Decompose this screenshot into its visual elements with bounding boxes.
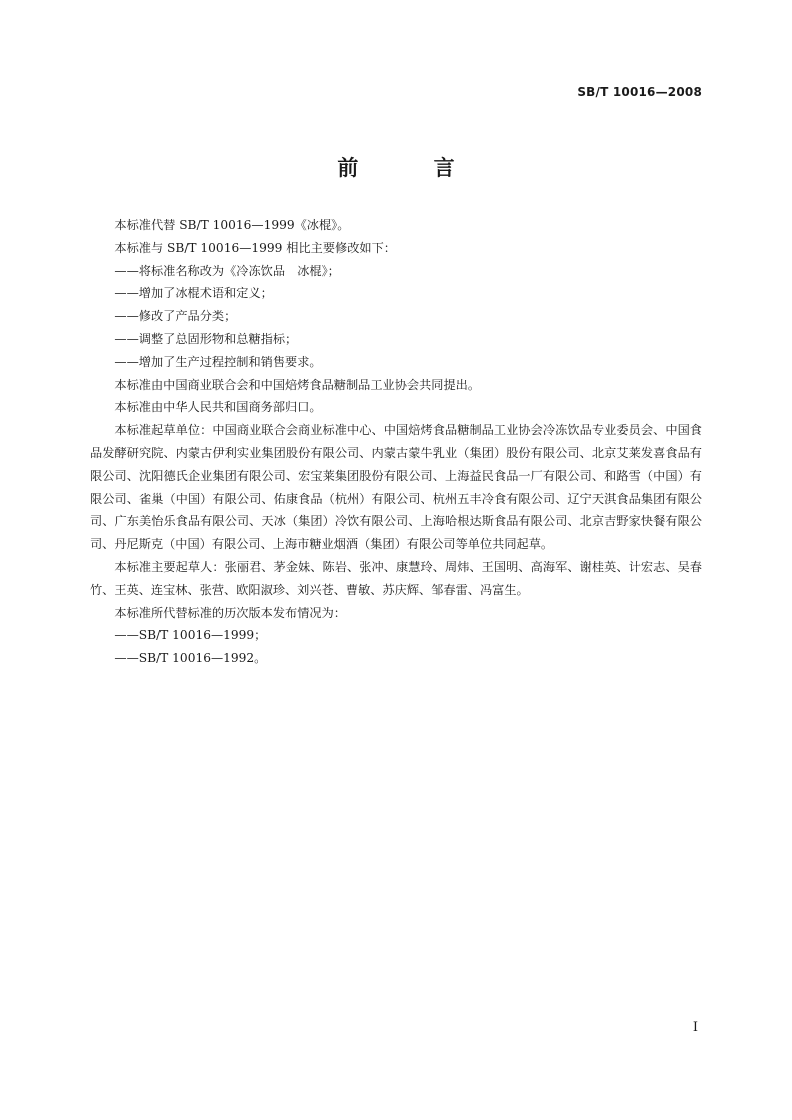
change-item-rename: ——将标准名称改为《冷冻饮品 冰棍》； bbox=[114, 263, 340, 278]
change-item-terms: ——增加了冰棍术语和定义； bbox=[114, 286, 273, 301]
paragraph-administered-by: 本标准由中华人民共和国商务部归口。 bbox=[114, 400, 322, 415]
previous-edition-1992: ——SB/T 10016—1992。 bbox=[114, 651, 267, 666]
page-title: 前 言 bbox=[337, 156, 489, 180]
paragraph-drafting-units: 本标准起草单位：中国商业联合会商业标准中心、中国焙烤食品糖制品工业协会冷冻饮品专业委员会、中国食品发酵研究院、内蒙古伊利实业集团股份有限公司、内蒙古蒙牛乳业（集团）股份有限公司、北京艾莱发喜食品有限公司、沈阳德氏企业集团有限公司、宏宝莱集团股份有限公司、上海益民食品一厂有限公司、和路雪（中国）有限公司、雀巢（中国）有限公司、佑康食品（杭州）有限公司、杭州五丰冷食有限公司、辽宁天淇食品集团有限公司、广东美怡乐食品有限公司、天冰（集团）冷饮有限公司、上海哈根达斯食品有限公司、北京吉野家快餐有限公司、丹尼斯克（中国）有限公司、上海市糖业烟酒（集团）有限公司等单位共同起草。 bbox=[90, 423, 702, 552]
paragraph-proposed-by: 本标准由中国商业联合会和中国焙烤食品糖制品工业协会共同提出。 bbox=[114, 377, 481, 392]
change-item-production: ——增加了生产过程控制和销售要求。 bbox=[114, 354, 322, 369]
page-number: I bbox=[692, 1020, 698, 1035]
previous-edition-1999: ——SB/T 10016—1999； bbox=[114, 628, 267, 643]
paragraph-previous-editions: 本标准所代替标准的历次版本发布情况为： bbox=[114, 605, 346, 620]
change-item-indicators: ——调整了总固形物和总糖指标； bbox=[114, 331, 298, 346]
paragraph-replaces: 本标准代替 SB/T 10016—1999《冰棍》。 bbox=[114, 218, 350, 232]
foreword-body bbox=[90, 214, 702, 670]
paragraph-drafters: 本标准主要起草人：张丽君、茅金妹、陈岩、张冲、康慧玲、周炜、王国明、高海军、谢桂英、计宏志、吴春竹、王英、连宝林、张营、欧阳淑珍、刘兴苍、曹敏、苏庆辉、邹春雷、冯富生。 bbox=[90, 559, 702, 597]
change-item-classification: ——修改了产品分类； bbox=[114, 309, 237, 324]
paragraph-changes-intro: 本标准与 SB/T 10016—1999 相比主要修改如下： bbox=[114, 240, 396, 255]
standard-code: SB/T 10016—2008 bbox=[577, 85, 702, 99]
